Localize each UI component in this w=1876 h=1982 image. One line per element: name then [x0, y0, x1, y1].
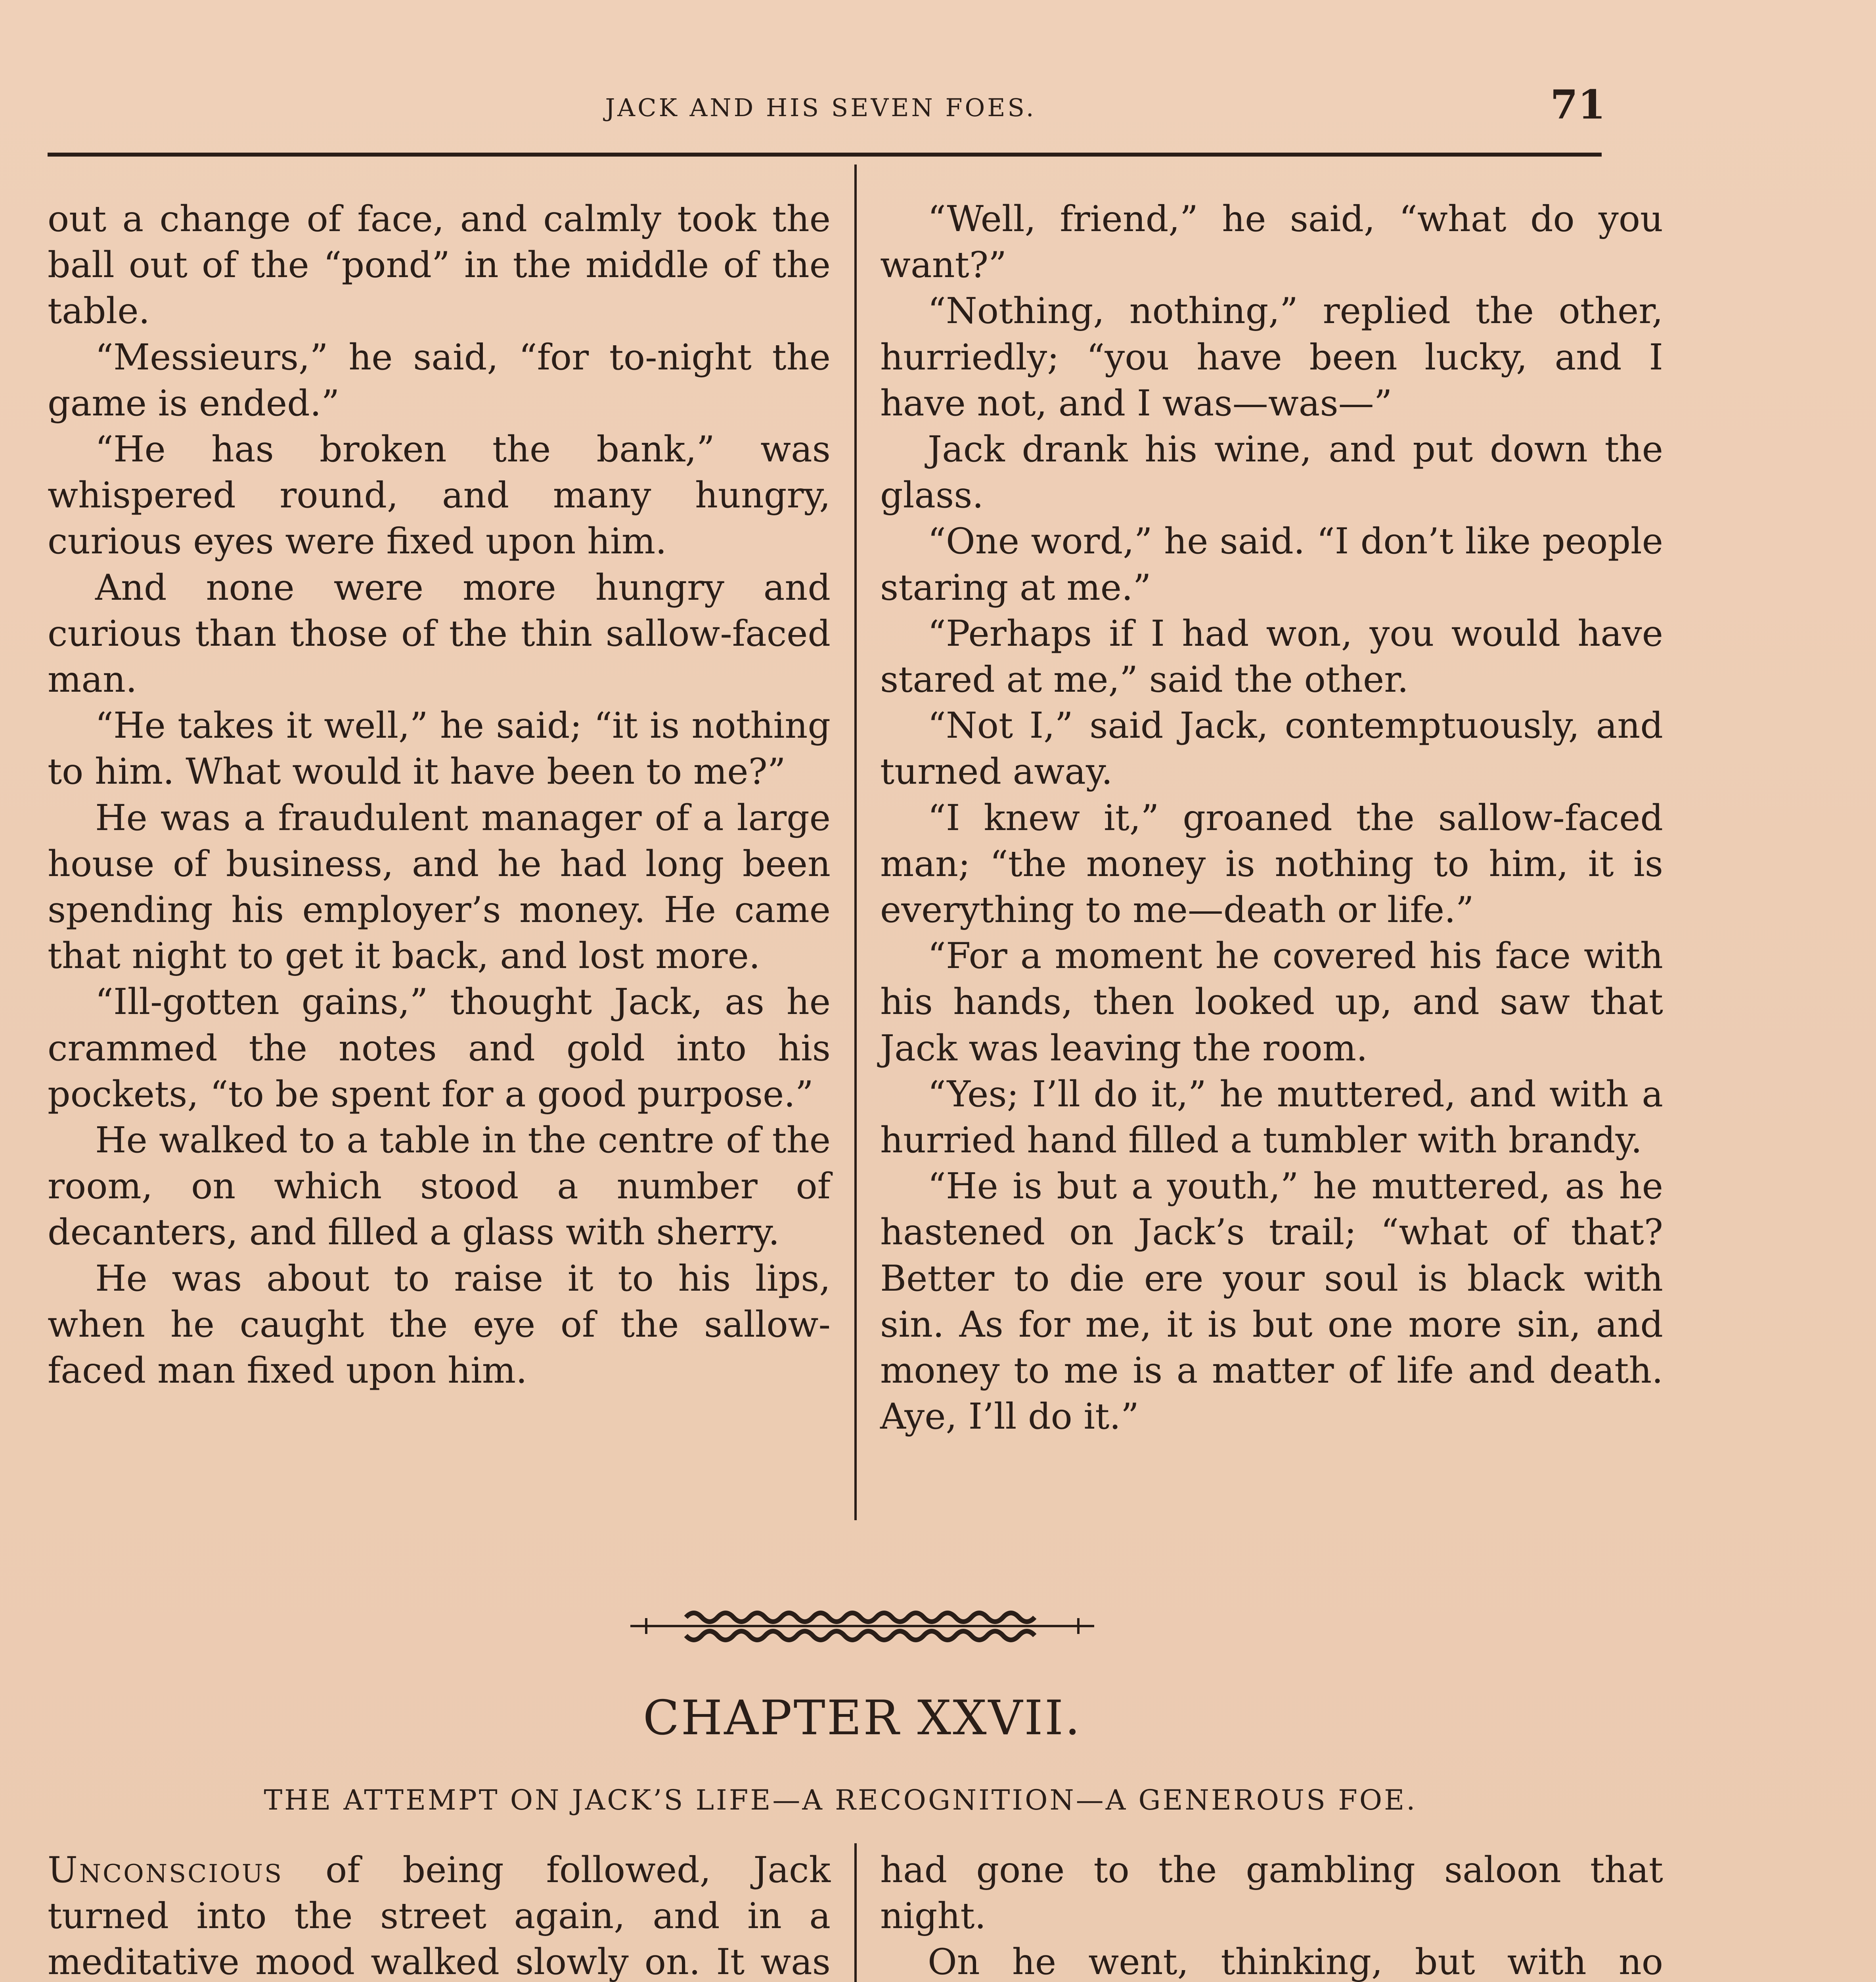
paragraph: “He takes it well,” he said; “it is nothing to him. What would it have been to me?” [48, 705, 831, 793]
top-right-column [880, 196, 1663, 1440]
paragraph: had gone to the gambling saloon that night. [880, 1849, 1663, 1937]
paragraph: “Ill-gotten gains,” thought Jack, as he crammed the notes and gold into his pockets, “to be spent for a good purpose.” [48, 981, 831, 1115]
paragraph: “For a moment he covered his face with his hands, then looked up, and saw that Jack was leaving the room. [880, 935, 1663, 1069]
column-divider-top [854, 165, 857, 1520]
opening-word: Unconscious [48, 1849, 283, 1891]
column-divider-bottom [854, 1843, 857, 1982]
paragraph: He walked to a table in the centre of the room, on which stood a number of decanters, and filled a glass with sherry. [48, 1119, 831, 1253]
chapter-title: CHAPTER XXVII. [643, 1691, 1082, 1746]
paragraph: On he went, thinking, but with no [928, 1941, 1663, 1982]
ornament-divider [630, 1597, 1094, 1653]
paragraph: “Nothing, nothing,” replied the other, hurriedly; “you have been lucky, and I have not, and I was—was—” [880, 290, 1663, 424]
paragraph: “Perhaps if I had won, you would have stared at me,” said the other. [880, 612, 1663, 701]
chapter-subtitle: THE ATTEMPT ON JACK’S LIFE—A RECOGNITION—A GENEROUS FOE. [264, 1784, 1417, 1816]
paragraph: “Messieurs,” he said, “for to-night the game is ended.” [48, 336, 831, 424]
paragraph-text: of being followed, Jack turned into the street again, and in a meditative mood walked slowly on. It was [48, 1849, 831, 1982]
paragraph: And none were more hungry and curious than those of the thin sallow-faced man. [48, 566, 831, 701]
paragraph: out a change of face, and calmly took the ball out of the “pond” in the middle of the table. [48, 198, 831, 332]
paragraph: “I knew it,” groaned the sallow-faced man; “the money is nothing to him, it is everything to me—death or life.” [880, 797, 1663, 931]
paragraph: “Well, friend,” he said, “what do you want?” [880, 198, 1663, 286]
paragraph: Jack drank his wine, and put down the glass. [880, 429, 1663, 517]
paragraph: “Yes; I’ll do it,” he muttered, and with a hurried hand filled a tumbler with brandy. [880, 1073, 1663, 1161]
header-rule [48, 153, 1602, 157]
paragraph: “Not I,” said Jack, contemptuously, and turned away. [880, 705, 1663, 793]
paragraph: “He is but a youth,” he muttered, as he hastened on Jack’s trail; “what of that? Better to die ere your soul is black with sin. As for me, it is but one more sin, and money to me is a matter of life and death. Aye, I’ll do it.” [880, 1165, 1663, 1438]
bottom-left-column [48, 1847, 831, 1982]
paragraph [48, 1847, 831, 1982]
page-number: 71 [1550, 81, 1606, 128]
paragraph: He was a fraudulent manager of a large house of business, and he had long been spending his employer’s money. He came that night to get it back, and lost more. [48, 797, 831, 977]
bottom-right-column [880, 1847, 1663, 1982]
top-left-column [48, 196, 831, 1394]
paragraph: He was about to raise it to his lips, when he caught the eye of the sallow-faced man fixed upon him. [48, 1257, 831, 1392]
running-title: JACK AND HIS SEVEN FOES. [605, 93, 1036, 122]
paragraph: “One word,” he said. “I don’t like people staring at me.” [880, 520, 1663, 608]
paragraph: “He has broken the bank,” was whispered round, and many hungry, curious eyes were fixed upon him. [48, 429, 831, 562]
